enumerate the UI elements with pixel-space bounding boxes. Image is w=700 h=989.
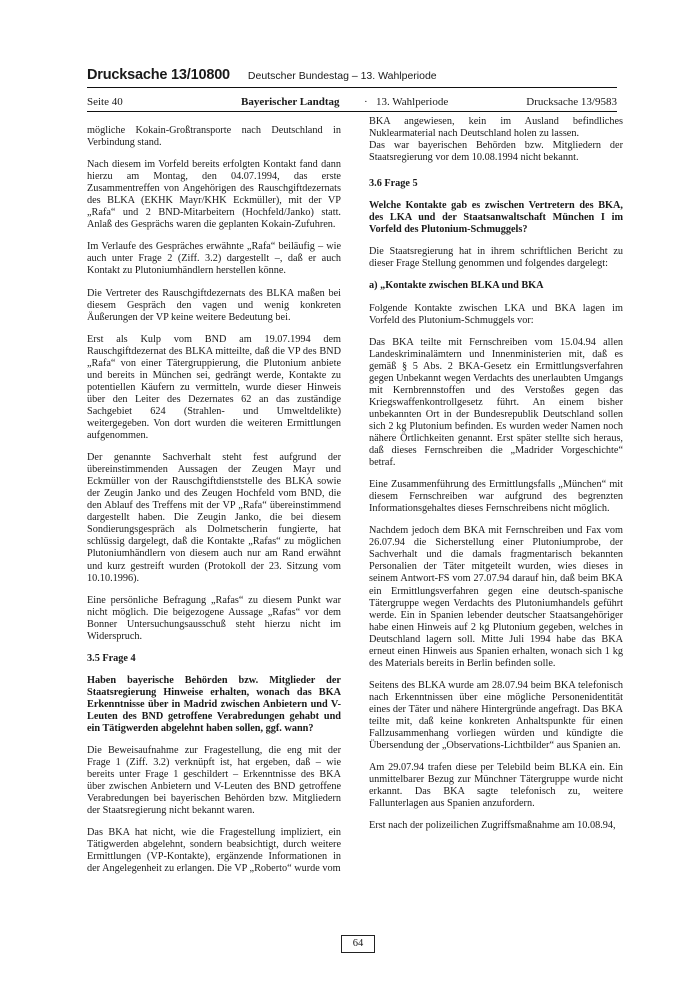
left-paragraph-7: Eine persönliche Befragung „Rafas“ zu diesem Punkt war nicht möglich. Die beigezogene Aussage „Rafas“ vor dem Bonner Untersuchungsausschuß steht hierzu nicht im Widerspruch.	[87, 594, 341, 642]
drucksache-title: Drucksache 13/10800	[87, 67, 230, 83]
right-paragraph-10: Erst nach der polizeilichen Zugriffsmaßnahme am 10.08.94,	[369, 820, 616, 832]
left-paragraph-9: Das BKA hat nicht, wie die Fragestellung impliziert, ein Tätigwerden abgelehnt, sondern beabsichtigt, durch weitere Ermittlungen (VP-Kontakte), ergänzende Informationen in der Angelegenheit zu erlangen. Die VP „Roberto“ wurde vom	[87, 827, 341, 875]
landtag-label: Bayerischer Landtag	[241, 96, 340, 108]
page-subheader	[87, 96, 617, 112]
page-label: Seite 40	[87, 96, 123, 108]
right-paragraph-6: Eine Zusammenführung des Ermittlungsfalls „München“ mit diesem Fernschreiben war aufgrund des begrenzten Informationsgehaltes dieses Fernschreibens nicht möglich.	[369, 479, 623, 515]
left-paragraph-4: Die Vertreter des Rauschgiftdezernats des BLKA maßen bei diesem Gespräch den vagen und wenig konkreten Äußerungen der VP keine weitere Bedeutung bei.	[87, 287, 341, 323]
right-column	[369, 116, 623, 832]
question-4: Haben bayerische Behörden bzw. Mitglieder der Staatsregierung Hinweise erhalten, wonach das BKA Erkenntnisse über in Madrid zwischen Anbietern und V-Leuten des BND getroffene Verabredungen gehabt und ein Tätigwerden abgelehnt haben sollen, ggf. wann?	[87, 674, 341, 735]
section-heading-3-5: 3.5 Frage 4	[87, 652, 136, 664]
section-heading-3-6: 3.6 Frage 5	[369, 178, 418, 190]
subsection-heading-a: a) „Kontakte zwischen BLKA und BKA	[369, 280, 544, 292]
bundestag-period: Deutscher Bundestag – 13. Wahlperiode	[247, 70, 437, 82]
left-paragraph-1: mögliche Kokain-Großtransporte nach Deutschland in Verbindung stand.	[87, 125, 341, 149]
left-paragraph-8: Die Beweisaufnahme zur Fragestellung, die eng mit der Frage 1 (Ziff. 3.2) verknüpft ist, hat ergeben, daß – wie bereits unter Frage 1 geschildert – Erkenntnisse des BKA über zwischen Anbietern und V-Leuten des BND getroffene Verabredungen bei bayerischen Behörden bzw. Mitgliedern der Staatsregierung nicht bekannt waren.	[87, 745, 341, 817]
right-paragraph-5: Das BKA teilte mit Fernschreiben vom 15.04.94 allen Landeskriminalämtern und Innenministerien mit, daß es gemäß § 5 Abs. 2 BKA-Gesetz ein Ermittlungsverfahren gegen Unbekannt wegen Verdachts des unerlaubten Umgangs mit Kernbrennstoffen und des Verstoßes gegen das Kriegswaffenkontrollgesetz führt. An einem bisher unbekannten Ort in der Bundesrepublik Deutschland sollen sich 2 kg Plutonium befinden. Es wurden weder Namen noch nähere Örtlichkeiten genannt. Erst später stellte sich heraus, daß dieses Fernschreiben die „Madrider Vorgeschichte“ betraf.	[369, 336, 623, 469]
right-paragraph-9: Am 29.07.94 trafen diese per Telebild beim BLKA ein. Ein unmittelbarer Bezug zur Münchner Tätergruppe wurde nicht erkannt. Das BKA sagte telefonisch zu, weitere Fallunterlagen aus Spanien anzufordern.	[369, 762, 623, 810]
right-paragraph-1: BKA angewiesen, kein im Ausland befindliches Nuklearmaterial nach Deutschland holen zu lassen.	[369, 116, 623, 140]
left-column	[87, 125, 341, 876]
question-5: Welche Kontakte gab es zwischen Vertretern des BKA, des LKA und der Staatsanwaltschaft München I im Vorfeld des Plutonium-Schmuggels?	[369, 200, 623, 236]
header-rule	[87, 87, 617, 88]
left-paragraph-5: Erst als Kulp vom BND am 19.07.1994 dem Rauschgiftdezernat des BLKA mitteilte, daß die VP des BND „Rafa“ von einer Tätergruppierung, die Plutonium anbiete und bereits in München sei, gedrängt werde, Kontakte zu potentiellen Käufern zu vermitteln, wurde dieser Hinweis über den Leiter des Dezernates 62 an das zuständige Sachgebiet 624 (Strahlen- und Umweltdelikte) weitergegeben. Von dort wurden die weiteren Ermittlungen aufgenommen.	[87, 333, 341, 442]
subheader-rule	[87, 111, 617, 112]
left-paragraph-6: Der genannte Sachverhalt steht fest aufgrund der übereinstimmenden Aussagen der Zeugen Mayr und Eckmüller von der Rauschgiftdienststelle des BLKA sowie der Zeugin Janko und des Zeugen Hochfeld vom BND, die den Ablauf des Treffens mit der VP „Rafa“ übereinstimmend dargestellt haben. Die Zeugin Janko, die bei diesem Sondierungsgespräch als Dolmetscherin fungierte, hat schlüssig dargelegt, daß die Kontakte „Rafas“ zu möglichen Plutoniumhändlern von diesem auch nur am Rand erwähnt und kurz gestreift wurden (Protokoll der 23. Sitzung vom 10.10.1996).	[87, 452, 341, 584]
page-number: 64	[341, 935, 375, 953]
right-paragraph-3: Die Staatsregierung hat in ihrem schriftlichen Bericht zu dieser Frage Stellung genommen und folgendes dargelegt:	[369, 246, 623, 270]
document-header	[87, 66, 617, 86]
landtag-drucksache: Drucksache 13/9583	[526, 96, 617, 108]
separator-dot: ·	[364, 96, 368, 108]
right-paragraph-4: Folgende Kontakte zwischen LKA und BKA lagen im Vorfeld des Plutonium-Schmuggels vor:	[369, 302, 623, 326]
right-paragraph-8: Seitens des BLKA wurde am 28.07.94 beim BKA telefonisch nach Erkenntnissen über eine mögliche Personenidentität eines der Täter und nähere Hintergründe angefragt. Das BKA teilte mit, daß keine konkreten Anhaltspunkte für einen Fallzusammenhang vorliegen würden und kündigte die Übersendung der „Observations-Lichtbilder“ aus Spanien an.	[369, 679, 623, 752]
wahlperiode-label: 13. Wahlperiode	[376, 96, 449, 108]
left-paragraph-2: Nach diesem im Vorfeld bereits erfolgten Kontakt fand dann hierzu am Montag, den 04.07.1994, das erste Zusammentreffen von Angehörigen des Rauschgiftdezernats des BLKA (EKHK Mayr/KHK Eckmüller), mit der VP „Rafa“ und 2 BND-Mitarbeitern (Hochfeld/Janko) statt. Anlaß des Gesprächs waren die geplanten Kokain-Zufuhren.	[87, 159, 341, 231]
right-paragraph-2: Das war bayerischen Behörden bzw. Mitgliedern der Staatsregierung vor dem 10.08.1994 nicht bekannt.	[369, 140, 623, 164]
left-paragraph-3: Im Verlaufe des Gespräches erwähnte „Rafa“ beiläufig – wie auch unter Frage 2 (Ziff. 3.2) dargestellt –, daß er auch Kontakt zu Plutoniumhändlern herstellen könne.	[87, 241, 341, 277]
right-paragraph-7: Nachdem jedoch dem BKA mit Fernschreiben und Fax vom 26.07.94 die Sicherstellung einer Plutoniumprobe, der Sachverhalt und die damals fragmentarisch bekannten Personalien der Täter mitgeteilt wurden, wies dieses in seinem Antwort-FS vom 27.07.94 darauf hin, daß beim BKA ein Ermittlungsverfahren gegen eine deutsch-spanische Tätergruppe wegen Verdachts des Plutoniumhandels geführt werde. Ein in Spanien lebender deutscher Staatsangehöriger habe einen Hinweis auf 2 kg Plutonium gegeben, welches in Deutschland lagern soll. Mitte Juli 1994 habe das BKA erneut einen Hinweis aus Spanien erhalten, wonach sich 1 kg des Materials bereits in Berlin befinden solle.	[369, 525, 623, 669]
